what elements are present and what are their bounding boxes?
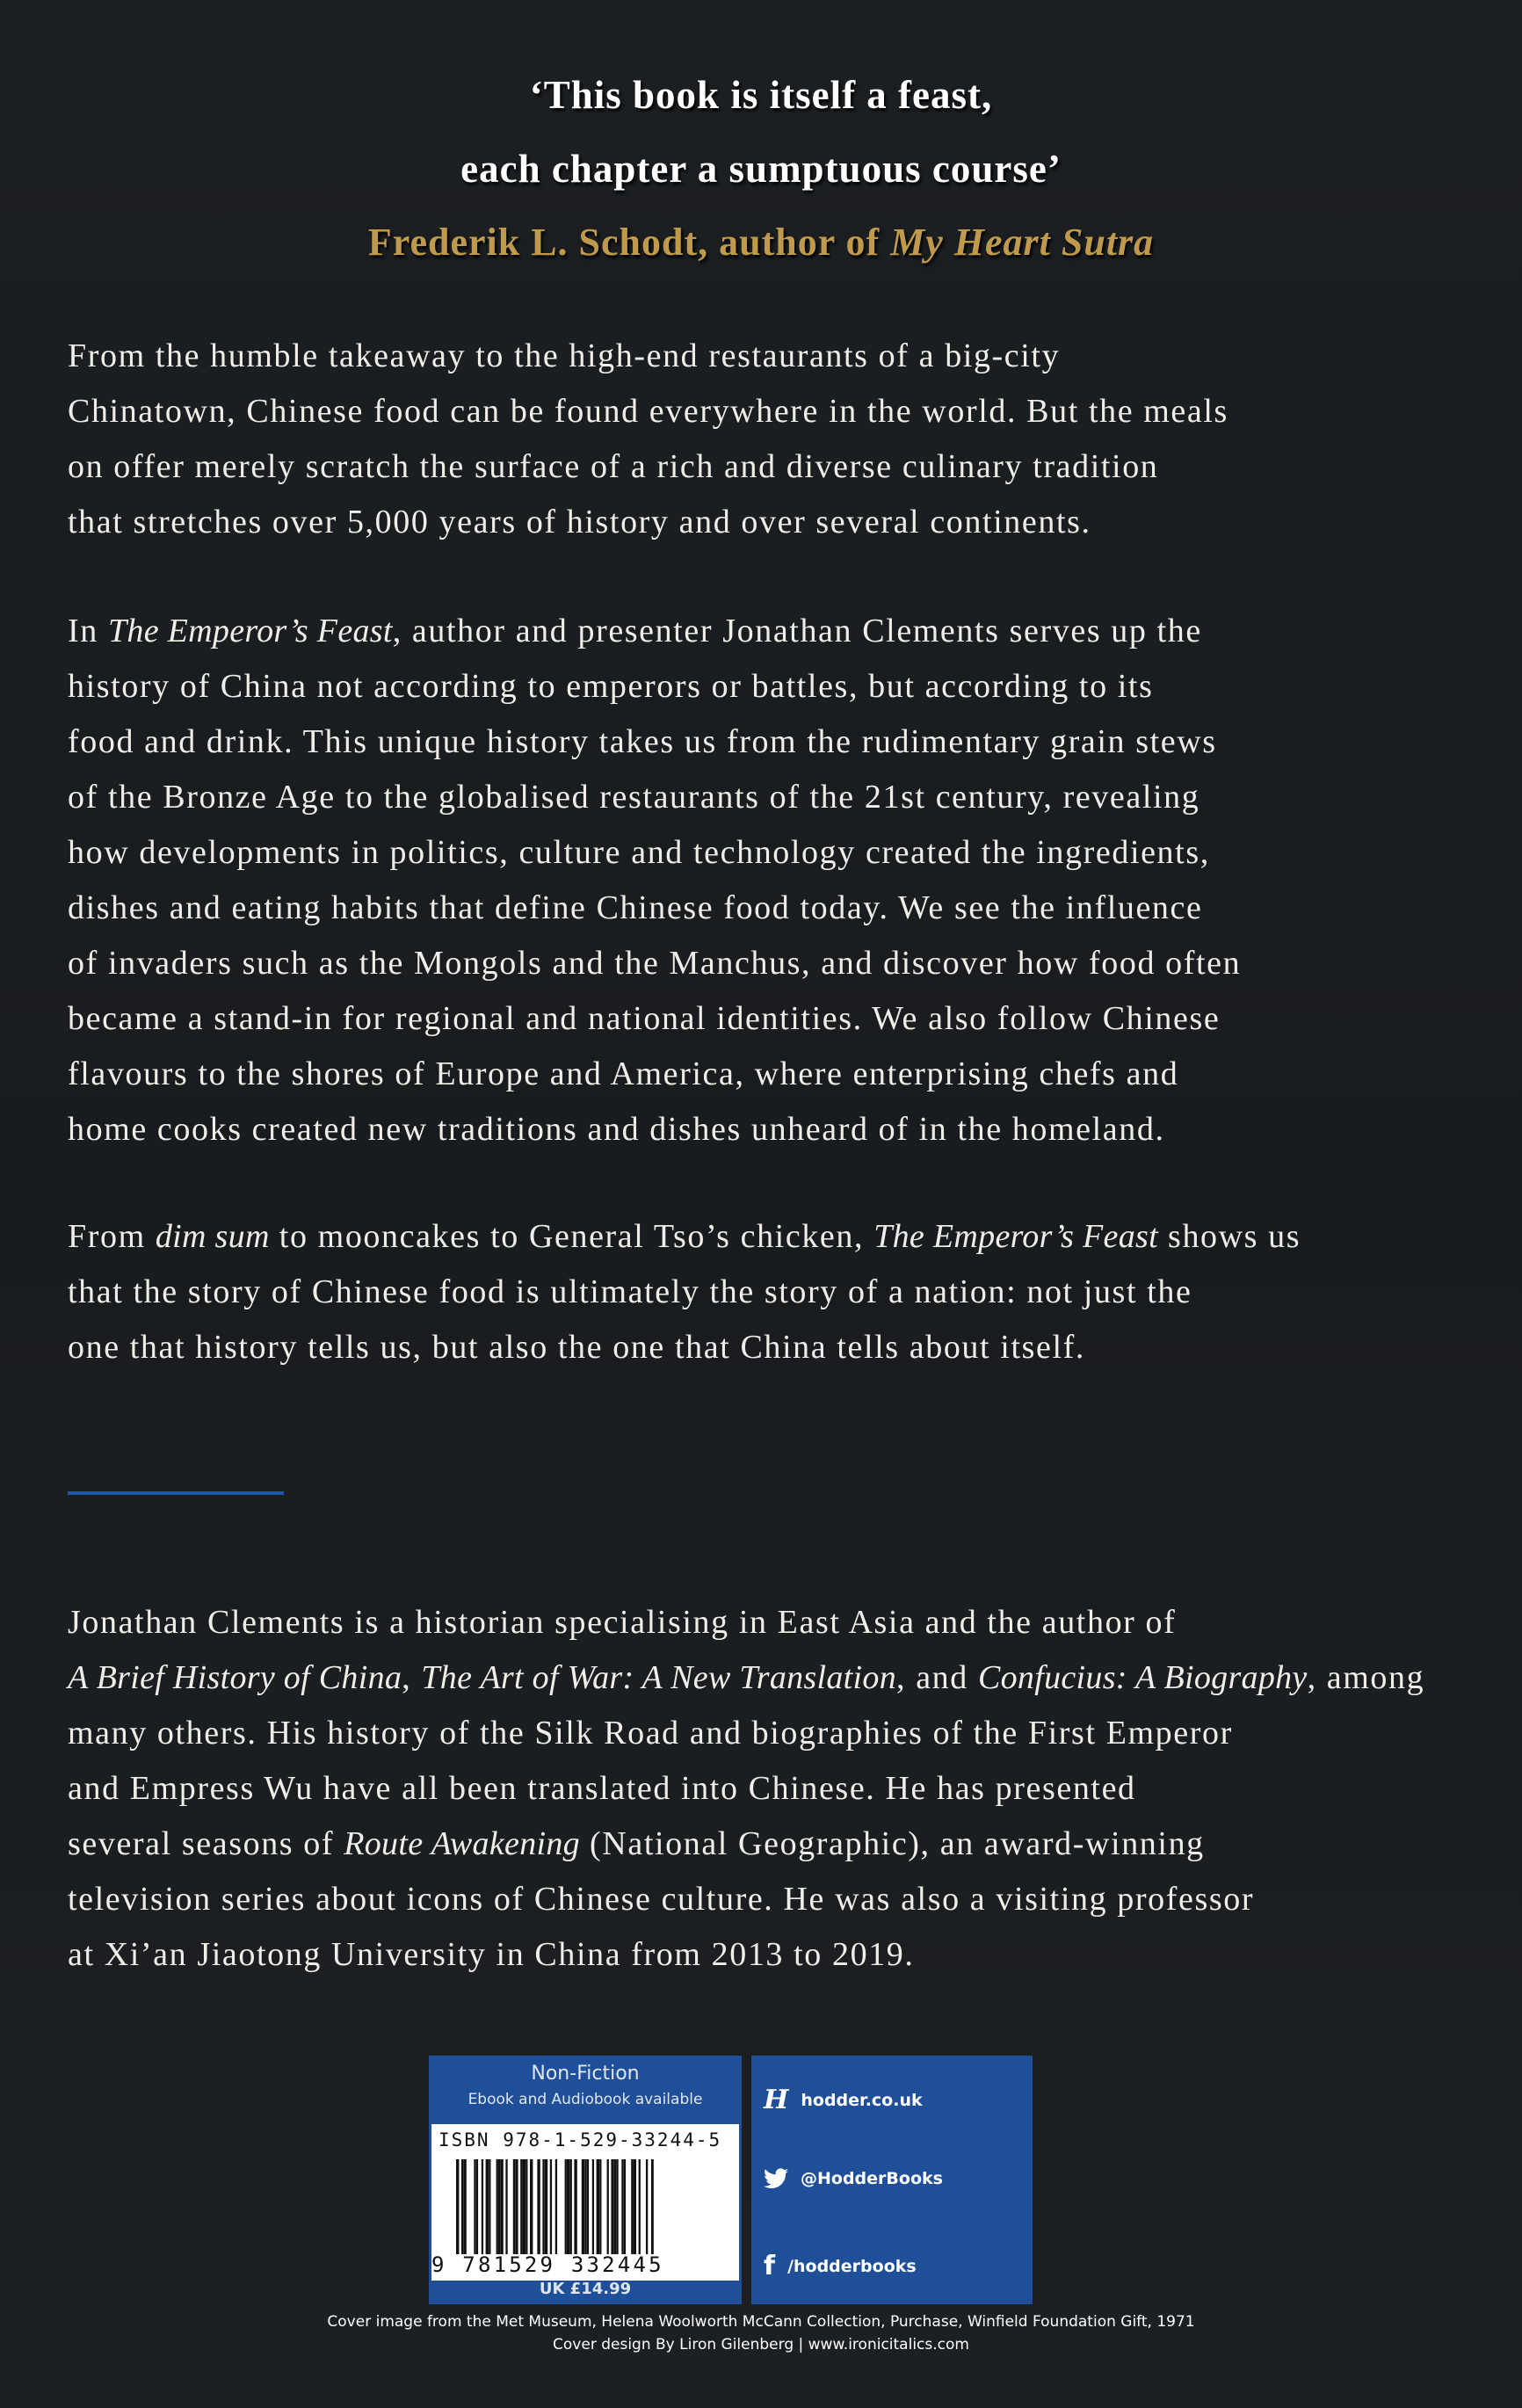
genre-label: Non-Fiction [531,2063,640,2085]
barcode-bar [545,2159,547,2254]
text-segment: on offer merely scratch the surface of a rich and diverse culinary tradition [68,448,1159,485]
barcode-bar [456,2159,459,2254]
attribution-book-title: My Heart Sutra [890,221,1155,264]
barcode-bar [653,2159,654,2254]
text-line [68,1102,1474,1157]
twitter-link[interactable] [764,2168,943,2189]
barcode-bar [582,2159,584,2254]
barcode-bar [621,2159,623,2254]
quote-attribution [0,220,1522,265]
text-line [68,1650,1474,1706]
barcode-bar [520,2159,522,2254]
text-line [68,881,1474,936]
barcode-digits: 9 781529 332445 [431,2252,664,2277]
barcode-bar [597,2159,599,2254]
barcode-bar [616,2159,618,2254]
text-segment: television series about icons of Chinese culture. He was also a visiting professor [68,1881,1255,1918]
text-line [68,991,1474,1047]
barcode-bar [515,2159,518,2254]
website-text: hodder.co.uk [801,2090,923,2110]
barcode-bar [525,2159,527,2254]
review-quote-line-2: each chapter a sumptuous course’ [460,147,1062,191]
text-segment: many others. His history of the Silk Road and biographies of the First Emperor [68,1715,1233,1752]
barcode-bar [505,2159,507,2254]
italic-title: The Emperor’s Feast [107,613,393,649]
text-line [68,1761,1474,1817]
text-segment: Jonathan Clements is a historian specialising in East Asia and the author of [68,1604,1177,1641]
text-segment: of the Bronze Age to the globalised restaurants of the 21st century, revealing [68,779,1200,816]
barcode-bar [584,2159,586,2254]
italic-title: Route Awakening [344,1825,580,1862]
text-segment: one that history tells us, but also the one that China tells about itself. [68,1329,1085,1366]
italic-title: The Emperor’s Feast [873,1218,1158,1255]
barcode-bar [651,2159,653,2254]
barcode-bar [542,2159,544,2254]
author-bio [68,1595,1474,1983]
text-line [68,384,1474,439]
barcode-bar [498,2159,500,2254]
barcode-bar [624,2159,626,2254]
barcode-bar [476,2159,478,2254]
text-segment: Chinatown, Chinese food can be found everywhere in the world. But the meals [68,393,1228,430]
barcode-bar [461,2159,463,2254]
italic-title: Confucius: A Biography [977,1659,1308,1696]
cover-design-credit: Cover design By Liron Gilenberg | www.ironicitalics.com [553,2336,969,2354]
text-line [68,659,1474,714]
hodder-logo-icon: H [764,2085,789,2115]
twitter-handle: @HodderBooks [801,2169,943,2188]
facebook-icon: f [764,2251,776,2281]
italic-title: The Art of War: A New Translation [421,1659,896,1696]
text-segment: From the humble takeaway to the high-end restaurants of a big-city [68,337,1061,374]
twitter-bird-icon [764,2168,788,2189]
barcode-bar [482,2159,483,2254]
barcode-bar [474,2159,475,2254]
text-segment: to mooncakes to General Tso’s chicken, [269,1218,874,1255]
text-line [68,1265,1474,1320]
price-label: UK £14.99 [539,2280,632,2298]
text-segment: , [402,1659,422,1696]
barcode-bar [489,2159,490,2254]
text-line [68,1706,1474,1761]
barcode-bars [456,2159,654,2254]
blurb-paragraph-3 [68,1209,1474,1375]
barcode-bar [634,2159,636,2254]
text-segment: flavours to the shores of Europe and America, where enterprising chefs and [68,1055,1179,1092]
text-line [68,714,1474,770]
text-line [68,439,1474,495]
blurb-paragraph-2 [68,604,1474,1157]
text-segment: , and [896,1659,978,1696]
text-line [68,1595,1474,1650]
barcode-bar [611,2159,613,2254]
publisher-social-panel [751,2056,1033,2304]
barcode-bar [500,2159,503,2254]
text-segment: shows us [1157,1218,1301,1255]
barcode-bar [631,2159,633,2254]
barcode-bar [574,2159,576,2254]
isbn-text: ISBN 978-1-529-33244-5 [438,2129,722,2151]
text-line [68,936,1474,991]
text-line [68,329,1474,384]
text-line [68,825,1474,881]
barcode-bar [599,2159,601,2254]
text-segment: history of China not according to emperors or battles, but according to its [68,668,1154,705]
text-segment: that stretches over 5,000 years of history and over several continents. [68,504,1091,540]
barcode-bar [565,2159,567,2254]
text-segment: several seasons of [68,1825,344,1862]
facebook-link[interactable] [764,2251,917,2281]
text-line [68,1047,1474,1102]
text-segment: how developments in politics, culture and technology created the ingredients, [68,834,1210,871]
barcode-bar [496,2159,498,2254]
text-segment: (National Geographic), an award-winning [579,1825,1205,1862]
text-line [68,495,1474,550]
text-segment: food and drink. This unique history takes us from the rudimentary grain stews [68,723,1217,760]
text-segment: became a stand-in for regional and national identities. We also follow Chinese [68,1000,1221,1037]
text-line [68,1320,1474,1375]
text-segment: of invaders such as the Mongols and the Manchus, and discover how food often [68,945,1242,982]
barcode-panel [429,2056,742,2304]
barcode-bar [646,2159,648,2254]
text-line [68,1927,1474,1983]
divider-rule [68,1491,284,1495]
barcode-bar [530,2159,533,2254]
text-segment: From [68,1218,156,1255]
formats-label: Ebook and Audiobook available [467,2091,703,2108]
barcode-bar [523,2159,525,2254]
barcode-bar [513,2159,515,2254]
barcode-bar [537,2159,540,2254]
barcode-bar [486,2159,489,2254]
barcode-bar [614,2159,616,2254]
barcode-box [431,2124,739,2281]
text-line [68,770,1474,825]
text-segment: and Empress Wu have all been translated into Chinese. He has presented [68,1770,1136,1807]
text-segment: In [68,613,108,649]
barcode-bar [592,2159,594,2254]
barcode-bar [550,2159,552,2254]
text-segment: , author and presenter Jonathan Clements serves up the [392,613,1202,649]
text-line [68,1872,1474,1927]
barcode-bar [587,2159,589,2254]
cover-image-credit: Cover image from the Met Museum, Helena Woolworth McCann Collection, Purchase, Winfield Foundation Gift, 1971 [327,2313,1195,2331]
barcode-bar [555,2159,557,2254]
text-segment: that the story of Chinese food is ultimately the story of a nation: not just the [68,1273,1192,1310]
blurb-paragraph-1 [68,329,1474,550]
review-quote-line-1: ‘This book is itself a feast, [529,73,993,117]
website-link[interactable] [764,2085,923,2115]
text-line [68,1817,1474,1872]
barcode-bar [607,2159,609,2254]
barcode-bar [463,2159,466,2254]
text-line [68,604,1474,659]
facebook-handle: /hodderbooks [787,2256,917,2276]
barcode-bar [567,2159,569,2254]
italic-title: dim sum [155,1218,270,1255]
text-line [68,1209,1474,1265]
text-segment: home cooks created new traditions and dishes unheard of in the homeland. [68,1111,1165,1148]
text-segment: dishes and eating habits that define Chinese food today. We see the influence [68,889,1203,926]
text-segment: , among [1307,1659,1425,1696]
italic-title: A Brief History of China [68,1659,402,1696]
attribution-text: Frederik L. Schodt, author of [367,221,891,264]
barcode-bar [570,2159,572,2254]
barcode-bar [639,2159,641,2254]
text-segment: at Xi’an Jiaotong University in China from 2013 to 2019. [68,1936,915,1973]
